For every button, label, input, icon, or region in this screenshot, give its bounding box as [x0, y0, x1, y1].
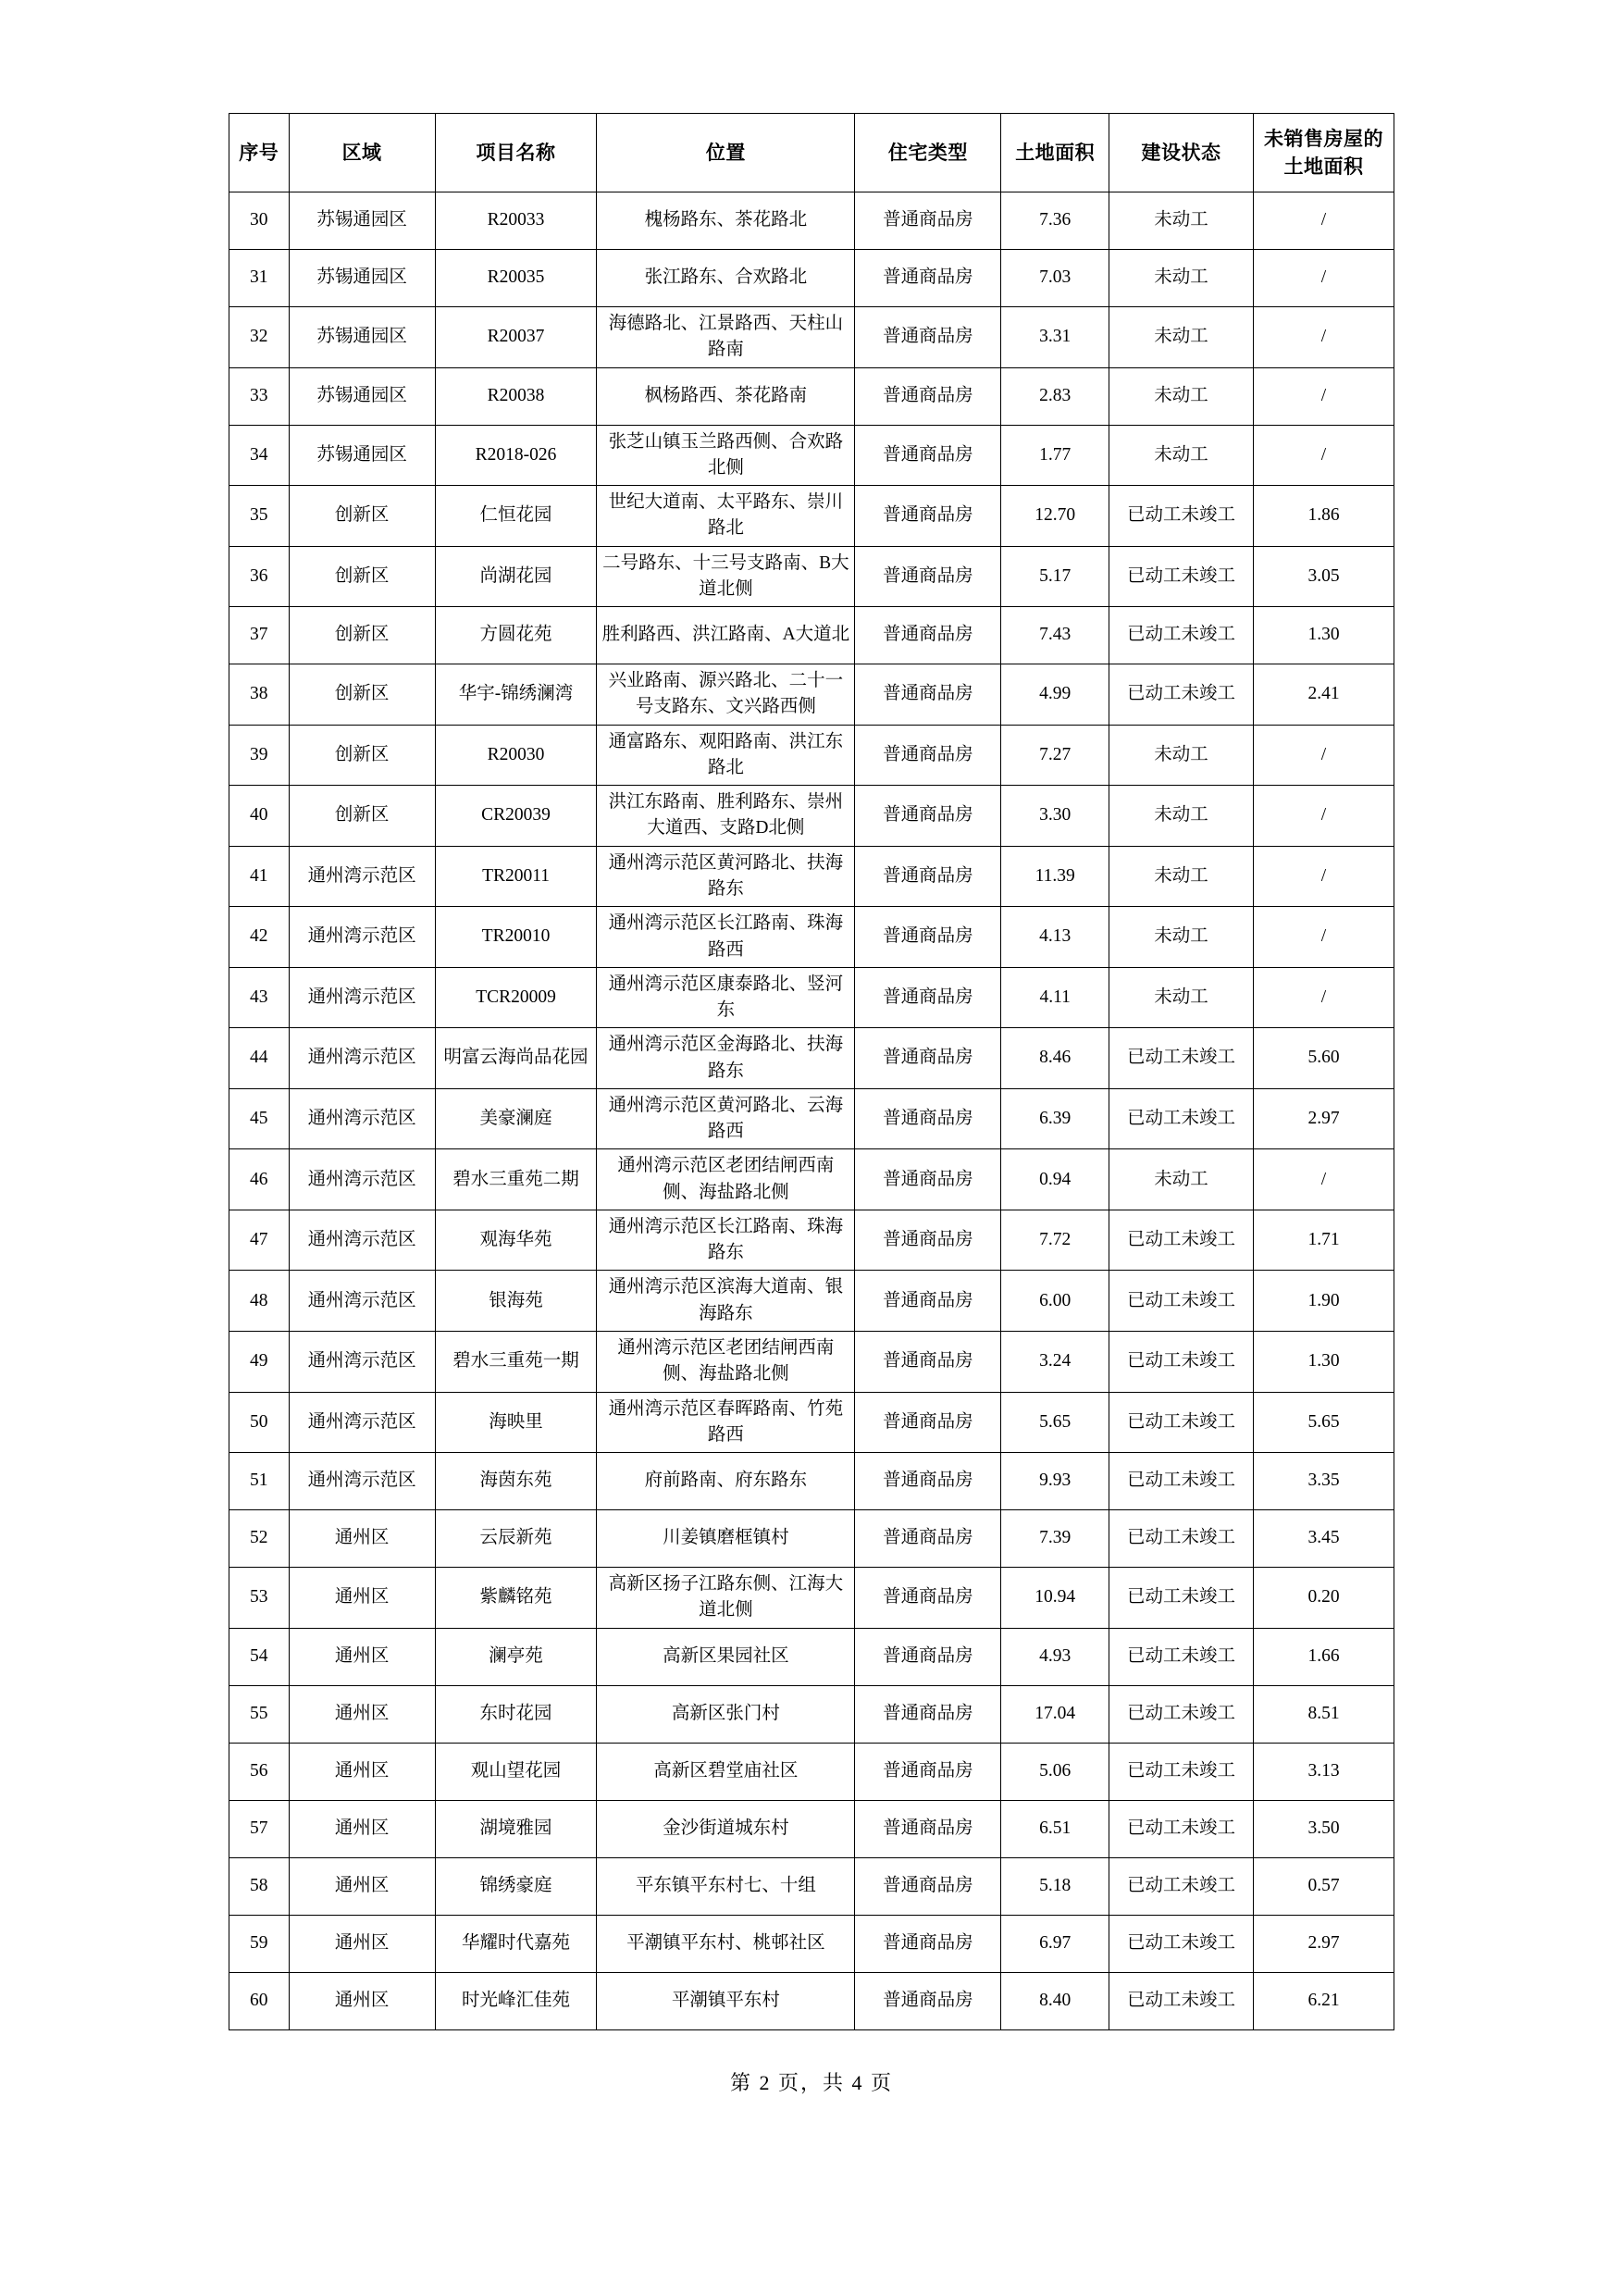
cell-construction-status: 已动工未竣工	[1109, 1271, 1253, 1332]
cell-unsold-land-area: /	[1254, 367, 1394, 425]
table-row	[229, 1453, 1394, 1510]
cell-housing-type: 普通商品房	[855, 367, 1001, 425]
cell-construction-status: 已动工未竣工	[1109, 1510, 1253, 1568]
table-row	[229, 1857, 1394, 1915]
cell-location: 平东镇平东村七、十组	[597, 1857, 855, 1915]
cell-unsold-land-area: /	[1254, 846, 1394, 907]
table-row	[229, 1972, 1394, 2029]
cell-land-area: 7.27	[1001, 725, 1109, 786]
cell-unsold-land-area: /	[1254, 425, 1394, 486]
cell-area: 通州区	[289, 1857, 435, 1915]
cell-construction-status: 未动工	[1109, 907, 1253, 968]
table-row	[229, 1800, 1394, 1857]
cell-area: 创新区	[289, 546, 435, 607]
cell-index: 34	[229, 425, 290, 486]
cell-project-name: R20033	[435, 192, 597, 250]
cell-area: 创新区	[289, 725, 435, 786]
cell-area: 通州湾示范区	[289, 1028, 435, 1089]
cell-area: 创新区	[289, 786, 435, 847]
cell-unsold-land-area: 2.97	[1254, 1088, 1394, 1149]
cell-housing-type: 普通商品房	[855, 1972, 1001, 2029]
cell-land-area: 1.77	[1001, 425, 1109, 486]
cell-location: 通州湾示范区老团结闸西南侧、海盐路北侧	[597, 1331, 855, 1392]
cell-index: 43	[229, 967, 290, 1028]
cell-housing-type: 普通商品房	[855, 1568, 1001, 1629]
cell-area: 苏锡通园区	[289, 192, 435, 250]
cell-project-name: R20037	[435, 307, 597, 368]
table-row	[229, 367, 1394, 425]
cell-location: 通州湾示范区康泰路北、竖河东	[597, 967, 855, 1028]
cell-housing-type: 普通商品房	[855, 1510, 1001, 1568]
land-parcel-table	[229, 113, 1394, 2030]
cell-construction-status: 已动工未竣工	[1109, 1453, 1253, 1510]
cell-construction-status: 已动工未竣工	[1109, 1800, 1253, 1857]
table-row	[229, 486, 1394, 547]
cell-construction-status: 已动工未竣工	[1109, 486, 1253, 547]
cell-construction-status: 未动工	[1109, 725, 1253, 786]
cell-project-name: 碧水三重苑二期	[435, 1149, 597, 1210]
table-row	[229, 1149, 1394, 1210]
cell-unsold-land-area: /	[1254, 1149, 1394, 1210]
cell-location: 高新区扬子江路东侧、江海大道北侧	[597, 1568, 855, 1629]
page-footer: 第 2 页，共 4 页	[729, 2070, 893, 2094]
cell-construction-status: 已动工未竣工	[1109, 1628, 1253, 1685]
cell-location: 通州湾示范区长江路南、珠海路东	[597, 1210, 855, 1271]
cell-index: 44	[229, 1028, 290, 1089]
table-row	[229, 664, 1394, 726]
cell-construction-status: 已动工未竣工	[1109, 1857, 1253, 1915]
cell-housing-type: 普通商品房	[855, 1088, 1001, 1149]
cell-unsold-land-area: /	[1254, 907, 1394, 968]
cell-housing-type: 普通商品房	[855, 1210, 1001, 1271]
cell-housing-type: 普通商品房	[855, 1271, 1001, 1332]
cell-land-area: 5.18	[1001, 1857, 1109, 1915]
cell-project-name: 美豪澜庭	[435, 1088, 597, 1149]
cell-area: 创新区	[289, 664, 435, 726]
cell-location: 通州湾示范区黄河路北、扶海路东	[597, 846, 855, 907]
cell-housing-type: 普通商品房	[855, 1800, 1001, 1857]
cell-unsold-land-area: 8.51	[1254, 1685, 1394, 1743]
cell-unsold-land-area: 0.57	[1254, 1857, 1394, 1915]
cell-project-name: 东时花园	[435, 1685, 597, 1743]
cell-construction-status: 已动工未竣工	[1109, 1210, 1253, 1271]
table-row	[229, 1088, 1394, 1149]
cell-housing-type: 普通商品房	[855, 967, 1001, 1028]
cell-construction-status: 未动工	[1109, 846, 1253, 907]
cell-project-name: 观山望花园	[435, 1743, 597, 1800]
cell-land-area: 6.51	[1001, 1800, 1109, 1857]
cell-construction-status: 已动工未竣工	[1109, 607, 1253, 664]
cell-construction-status: 已动工未竣工	[1109, 1028, 1253, 1089]
cell-location: 胜利路西、洪江路南、A大道北	[597, 607, 855, 664]
cell-location: 张江路东、合欢路北	[597, 250, 855, 307]
cell-unsold-land-area: 0.20	[1254, 1568, 1394, 1629]
cell-construction-status: 未动工	[1109, 192, 1253, 250]
cell-construction-status: 未动工	[1109, 307, 1253, 368]
cell-land-area: 7.72	[1001, 1210, 1109, 1271]
column-header-area: 区域	[289, 114, 435, 192]
cell-location: 枫杨路西、茶花路南	[597, 367, 855, 425]
cell-unsold-land-area: 3.35	[1254, 1453, 1394, 1510]
cell-land-area: 11.39	[1001, 846, 1109, 907]
cell-area: 通州区	[289, 1510, 435, 1568]
cell-land-area: 12.70	[1001, 486, 1109, 547]
cell-area: 通州区	[289, 1972, 435, 2029]
cell-location: 通州湾示范区老团结闸西南侧、海盐路北侧	[597, 1149, 855, 1210]
cell-index: 31	[229, 250, 290, 307]
column-header-land-area: 土地面积	[1001, 114, 1109, 192]
cell-area: 通州区	[289, 1685, 435, 1743]
cell-land-area: 5.65	[1001, 1392, 1109, 1453]
cell-project-name: TR20010	[435, 907, 597, 968]
cell-location: 世纪大道南、太平路东、崇川路北	[597, 486, 855, 547]
cell-project-name: 仁恒花园	[435, 486, 597, 547]
cell-land-area: 5.06	[1001, 1743, 1109, 1800]
cell-index: 35	[229, 486, 290, 547]
cell-index: 54	[229, 1628, 290, 1685]
cell-index: 32	[229, 307, 290, 368]
cell-unsold-land-area: 1.66	[1254, 1628, 1394, 1685]
cell-land-area: 4.11	[1001, 967, 1109, 1028]
cell-project-name: 方圆花苑	[435, 607, 597, 664]
cell-index: 45	[229, 1088, 290, 1149]
cell-unsold-land-area: /	[1254, 786, 1394, 847]
cell-project-name: R20038	[435, 367, 597, 425]
cell-location: 通州湾示范区春晖路南、竹苑路西	[597, 1392, 855, 1453]
cell-project-name: 湖境雅园	[435, 1800, 597, 1857]
cell-location: 洪江东路南、胜利路东、崇州大道西、支路D北侧	[597, 786, 855, 847]
cell-construction-status: 已动工未竣工	[1109, 1392, 1253, 1453]
table-row	[229, 1510, 1394, 1568]
table-header-row	[229, 114, 1394, 192]
cell-construction-status: 已动工未竣工	[1109, 1915, 1253, 1972]
table-row	[229, 1743, 1394, 1800]
cell-index: 49	[229, 1331, 290, 1392]
column-header-construction-status: 建设状态	[1109, 114, 1253, 192]
cell-project-name: 碧水三重苑一期	[435, 1331, 597, 1392]
cell-location: 二号路东、十三号支路南、B大道北侧	[597, 546, 855, 607]
cell-project-name: 海映里	[435, 1392, 597, 1453]
cell-unsold-land-area: 2.97	[1254, 1915, 1394, 1972]
cell-construction-status: 未动工	[1109, 425, 1253, 486]
cell-location: 平潮镇平东村	[597, 1972, 855, 2029]
table-row	[229, 307, 1394, 368]
table-row	[229, 1210, 1394, 1271]
cell-index: 33	[229, 367, 290, 425]
cell-construction-status: 已动工未竣工	[1109, 664, 1253, 726]
cell-land-area: 2.83	[1001, 367, 1109, 425]
cell-housing-type: 普通商品房	[855, 1392, 1001, 1453]
column-header-unsold-land-area: 未销售房屋的土地面积	[1254, 114, 1394, 192]
cell-location: 通州湾示范区长江路南、珠海路西	[597, 907, 855, 968]
cell-housing-type: 普通商品房	[855, 1857, 1001, 1915]
table-body	[229, 192, 1394, 2030]
cell-housing-type: 普通商品房	[855, 486, 1001, 547]
table-row	[229, 1628, 1394, 1685]
cell-project-name: 华宇-锦绣澜湾	[435, 664, 597, 726]
cell-area: 通州湾示范区	[289, 1453, 435, 1510]
cell-land-area: 7.36	[1001, 192, 1109, 250]
cell-land-area: 7.03	[1001, 250, 1109, 307]
cell-land-area: 6.00	[1001, 1271, 1109, 1332]
cell-construction-status: 已动工未竣工	[1109, 1972, 1253, 2029]
cell-housing-type: 普通商品房	[855, 1331, 1001, 1392]
cell-unsold-land-area: /	[1254, 967, 1394, 1028]
cell-unsold-land-area: /	[1254, 725, 1394, 786]
table-row	[229, 1331, 1394, 1392]
cell-unsold-land-area: 1.86	[1254, 486, 1394, 547]
cell-location: 高新区碧堂庙社区	[597, 1743, 855, 1800]
cell-construction-status: 已动工未竣工	[1109, 1568, 1253, 1629]
cell-housing-type: 普通商品房	[855, 250, 1001, 307]
cell-unsold-land-area: 3.50	[1254, 1800, 1394, 1857]
cell-housing-type: 普通商品房	[855, 846, 1001, 907]
cell-location: 通州湾示范区金海路北、扶海路东	[597, 1028, 855, 1089]
table-row	[229, 1685, 1394, 1743]
table-row	[229, 1028, 1394, 1089]
cell-index: 52	[229, 1510, 290, 1568]
cell-land-area: 6.39	[1001, 1088, 1109, 1149]
cell-unsold-land-area: 3.13	[1254, 1743, 1394, 1800]
cell-land-area: 7.43	[1001, 607, 1109, 664]
cell-location: 槐杨路东、茶花路北	[597, 192, 855, 250]
cell-housing-type: 普通商品房	[855, 307, 1001, 368]
cell-unsold-land-area: /	[1254, 192, 1394, 250]
cell-index: 57	[229, 1800, 290, 1857]
cell-project-name: 海茵东苑	[435, 1453, 597, 1510]
cell-land-area: 9.93	[1001, 1453, 1109, 1510]
cell-construction-status: 未动工	[1109, 367, 1253, 425]
cell-unsold-land-area: 1.71	[1254, 1210, 1394, 1271]
cell-index: 46	[229, 1149, 290, 1210]
cell-location: 通州湾示范区滨海大道南、银海路东	[597, 1271, 855, 1332]
cell-housing-type: 普通商品房	[855, 1915, 1001, 1972]
cell-location: 通富路东、观阳路南、洪江东路北	[597, 725, 855, 786]
cell-location: 兴业路南、源兴路北、二十一号支路东、文兴路西侧	[597, 664, 855, 726]
cell-land-area: 17.04	[1001, 1685, 1109, 1743]
cell-housing-type: 普通商品房	[855, 1453, 1001, 1510]
cell-housing-type: 普通商品房	[855, 1685, 1001, 1743]
cell-project-name: 观海华苑	[435, 1210, 597, 1271]
cell-housing-type: 普通商品房	[855, 607, 1001, 664]
cell-index: 47	[229, 1210, 290, 1271]
column-header-housing-type: 住宅类型	[855, 114, 1001, 192]
cell-index: 50	[229, 1392, 290, 1453]
cell-index: 56	[229, 1743, 290, 1800]
cell-area: 通州区	[289, 1568, 435, 1629]
table-row	[229, 1568, 1394, 1629]
cell-project-name: R2018-026	[435, 425, 597, 486]
table-row	[229, 907, 1394, 968]
cell-index: 41	[229, 846, 290, 907]
cell-housing-type: 普通商品房	[855, 546, 1001, 607]
cell-index: 48	[229, 1271, 290, 1332]
cell-location: 高新区张门村	[597, 1685, 855, 1743]
cell-construction-status: 未动工	[1109, 786, 1253, 847]
cell-land-area: 4.99	[1001, 664, 1109, 726]
cell-area: 苏锡通园区	[289, 250, 435, 307]
cell-project-name: 时光峰汇佳苑	[435, 1972, 597, 2029]
cell-project-name: 锦绣豪庭	[435, 1857, 597, 1915]
cell-housing-type: 普通商品房	[855, 192, 1001, 250]
table-row	[229, 846, 1394, 907]
cell-project-name: 云辰新苑	[435, 1510, 597, 1568]
table-row	[229, 425, 1394, 486]
cell-location: 海德路北、江景路西、天柱山路南	[597, 307, 855, 368]
cell-unsold-land-area: 3.45	[1254, 1510, 1394, 1568]
cell-unsold-land-area: /	[1254, 250, 1394, 307]
cell-project-name: R20035	[435, 250, 597, 307]
column-header-location: 位置	[597, 114, 855, 192]
cell-unsold-land-area: 6.21	[1254, 1972, 1394, 2029]
cell-index: 37	[229, 607, 290, 664]
cell-index: 60	[229, 1972, 290, 2029]
cell-land-area: 3.24	[1001, 1331, 1109, 1392]
cell-location: 金沙街道城东村	[597, 1800, 855, 1857]
cell-area: 通州湾示范区	[289, 1149, 435, 1210]
cell-index: 51	[229, 1453, 290, 1510]
cell-housing-type: 普通商品房	[855, 425, 1001, 486]
cell-land-area: 10.94	[1001, 1568, 1109, 1629]
cell-project-name: 紫麟铭苑	[435, 1568, 597, 1629]
cell-area: 苏锡通园区	[289, 425, 435, 486]
table-row	[229, 607, 1394, 664]
cell-location: 通州湾示范区黄河路北、云海路西	[597, 1088, 855, 1149]
table-row	[229, 967, 1394, 1028]
cell-land-area: 7.39	[1001, 1510, 1109, 1568]
cell-area: 通州湾示范区	[289, 907, 435, 968]
cell-unsold-land-area: 5.65	[1254, 1392, 1394, 1453]
table-row	[229, 1915, 1394, 1972]
cell-area: 通州区	[289, 1800, 435, 1857]
cell-project-name: TR20011	[435, 846, 597, 907]
table-row	[229, 1392, 1394, 1453]
cell-construction-status: 未动工	[1109, 250, 1253, 307]
cell-index: 58	[229, 1857, 290, 1915]
table-row	[229, 725, 1394, 786]
cell-unsold-land-area: 5.60	[1254, 1028, 1394, 1089]
cell-housing-type: 普通商品房	[855, 1149, 1001, 1210]
table-row	[229, 546, 1394, 607]
cell-project-name: 银海苑	[435, 1271, 597, 1332]
cell-land-area: 8.46	[1001, 1028, 1109, 1089]
cell-unsold-land-area: /	[1254, 307, 1394, 368]
column-header-project: 项目名称	[435, 114, 597, 192]
cell-land-area: 5.17	[1001, 546, 1109, 607]
cell-area: 苏锡通园区	[289, 307, 435, 368]
cell-unsold-land-area: 1.90	[1254, 1271, 1394, 1332]
cell-area: 苏锡通园区	[289, 367, 435, 425]
cell-project-name: 尚湖花园	[435, 546, 597, 607]
cell-housing-type: 普通商品房	[855, 1743, 1001, 1800]
cell-housing-type: 普通商品房	[855, 1028, 1001, 1089]
cell-location: 川姜镇磨框镇村	[597, 1510, 855, 1568]
cell-land-area: 4.93	[1001, 1628, 1109, 1685]
cell-housing-type: 普通商品房	[855, 1628, 1001, 1685]
cell-area: 通州湾示范区	[289, 1210, 435, 1271]
cell-land-area: 3.31	[1001, 307, 1109, 368]
cell-area: 通州湾示范区	[289, 846, 435, 907]
cell-land-area: 3.30	[1001, 786, 1109, 847]
cell-unsold-land-area: 1.30	[1254, 1331, 1394, 1392]
cell-location: 府前路南、府东路东	[597, 1453, 855, 1510]
cell-construction-status: 已动工未竣工	[1109, 1331, 1253, 1392]
cell-housing-type: 普通商品房	[855, 786, 1001, 847]
cell-index: 39	[229, 725, 290, 786]
table-row	[229, 786, 1394, 847]
table-row	[229, 250, 1394, 307]
cell-location: 高新区果园社区	[597, 1628, 855, 1685]
cell-construction-status: 已动工未竣工	[1109, 1743, 1253, 1800]
cell-housing-type: 普通商品房	[855, 725, 1001, 786]
cell-land-area: 0.94	[1001, 1149, 1109, 1210]
cell-construction-status: 已动工未竣工	[1109, 546, 1253, 607]
cell-area: 通州区	[289, 1743, 435, 1800]
cell-index: 36	[229, 546, 290, 607]
cell-index: 38	[229, 664, 290, 726]
cell-unsold-land-area: 1.30	[1254, 607, 1394, 664]
cell-area: 通州湾示范区	[289, 1088, 435, 1149]
column-header-index: 序号	[229, 114, 290, 192]
cell-land-area: 4.13	[1001, 907, 1109, 968]
cell-area: 通州湾示范区	[289, 1331, 435, 1392]
cell-land-area: 6.97	[1001, 1915, 1109, 1972]
table-row	[229, 192, 1394, 250]
cell-area: 通州区	[289, 1628, 435, 1685]
cell-area: 通州湾示范区	[289, 967, 435, 1028]
table-row	[229, 1271, 1394, 1332]
cell-index: 59	[229, 1915, 290, 1972]
cell-area: 创新区	[289, 607, 435, 664]
cell-project-name: 华耀时代嘉苑	[435, 1915, 597, 1972]
cell-location: 平潮镇平东村、桃邨社区	[597, 1915, 855, 1972]
cell-index: 55	[229, 1685, 290, 1743]
cell-project-name: TCR20009	[435, 967, 597, 1028]
cell-unsold-land-area: 3.05	[1254, 546, 1394, 607]
cell-project-name: 澜亭苑	[435, 1628, 597, 1685]
cell-area: 通州湾示范区	[289, 1271, 435, 1332]
cell-index: 42	[229, 907, 290, 968]
cell-area: 通州湾示范区	[289, 1392, 435, 1453]
cell-housing-type: 普通商品房	[855, 664, 1001, 726]
cell-project-name: R20030	[435, 725, 597, 786]
cell-index: 40	[229, 786, 290, 847]
cell-index: 30	[229, 192, 290, 250]
cell-area: 通州区	[289, 1915, 435, 1972]
cell-index: 53	[229, 1568, 290, 1629]
cell-area: 创新区	[289, 486, 435, 547]
cell-unsold-land-area: 2.41	[1254, 664, 1394, 726]
cell-project-name: 明富云海尚品花园	[435, 1028, 597, 1089]
cell-housing-type: 普通商品房	[855, 907, 1001, 968]
cell-construction-status: 未动工	[1109, 967, 1253, 1028]
cell-land-area: 8.40	[1001, 1972, 1109, 2029]
cell-construction-status: 已动工未竣工	[1109, 1088, 1253, 1149]
cell-construction-status: 已动工未竣工	[1109, 1685, 1253, 1743]
table-header	[229, 114, 1394, 192]
cell-project-name: CR20039	[435, 786, 597, 847]
cell-location: 张芝山镇玉兰路西侧、合欢路北侧	[597, 425, 855, 486]
cell-construction-status: 未动工	[1109, 1149, 1253, 1210]
